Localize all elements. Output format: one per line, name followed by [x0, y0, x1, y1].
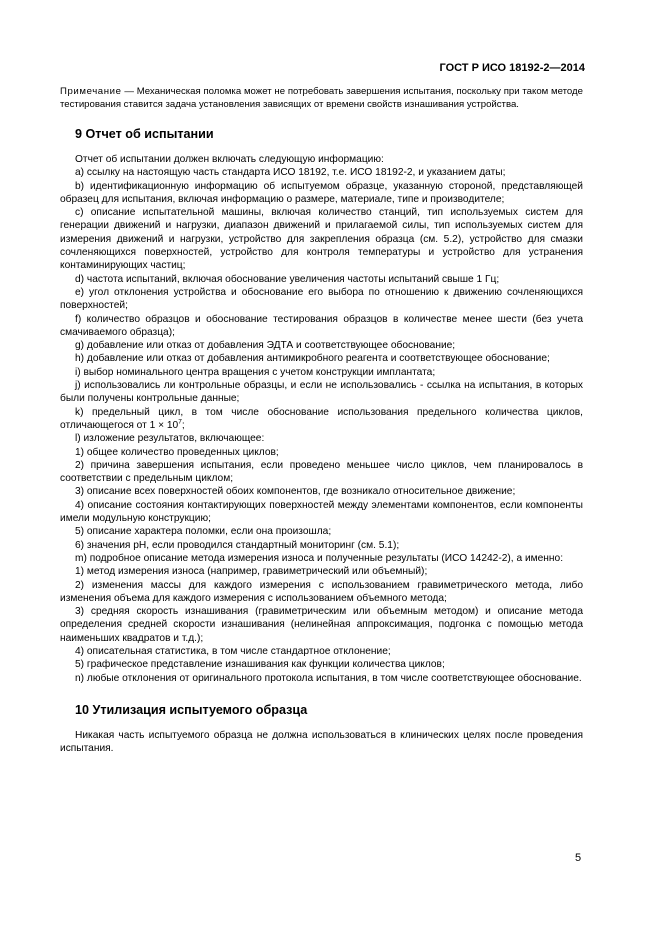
paragraph: 4) описание состояния контактирующих поверхностей между элементами компонентов, если компоненты имели модульную конструкцию; — [60, 499, 583, 525]
page-content — [60, 86, 583, 755]
exponent: 7 — [178, 418, 182, 426]
note-text: — Механическая поломка может не потребовать завершения испытания, поскольку при таком методе тестирования ставится задача установления зависящих от времени свойств изнашивания устройства. — [60, 86, 583, 110]
paragraph: Отчет об испытании должен включать следующую информацию: — [75, 154, 384, 165]
paragraph: Никакая часть испытуемого образца не должна использоваться в клинических целях после проведения испытания. — [60, 729, 583, 755]
paragraph: 3) средняя скорость изнашивания (гравиметрическим или объемным методом) и описание метода определения средней скорости изнашивания (нелинейная аппроксимация, подгонка с помощью метода наименьших квадратов и т.д.); — [60, 606, 583, 644]
paragraph: d) частота испытаний, включая обоснование увеличения частоты испытаний свыше 1 Гц; — [75, 273, 500, 285]
paragraph: 1) метод измерения износа (например, гравиметрический или объемный); — [75, 566, 428, 578]
paragraph: 5) графическое представление изнашивания как функции количества циклов; — [75, 659, 445, 671]
paragraph: 3) описание всех поверхностей обоих компонентов, где возникало относительное движение; — [75, 486, 516, 498]
paragraph-k-text: k) предельный цикл, в том числе обоснование использования предельного количества циклов, отличающегося от 1 × 10 — [60, 406, 583, 431]
paragraph-k — [60, 406, 583, 433]
note — [60, 86, 583, 111]
paragraph: 5) описание характера поломки, если она произошла; — [75, 526, 332, 538]
paragraph: l) изложение результатов, включающее: — [75, 433, 265, 445]
paragraph: g) добавление или отказ от добавления ЭДТА и соответствующее обоснование; — [75, 340, 456, 352]
page-number: 5 — [575, 852, 582, 864]
paragraph-k-tail: ; — [181, 419, 185, 431]
section-10 — [60, 703, 583, 756]
paragraph: 2) изменения массы для каждого измерения с использованием гравиметрического метода, либо изменения объема для каждого измерения с использованием объемного метода; — [60, 579, 583, 604]
paragraph: i) выбор номинального центра вращения с учетом конструкции имплантата; — [75, 366, 436, 378]
paragraph: 2) причина завершения испытания, если проведено меньшее число циклов, чем планировалось в соответствии с предельным циклом; — [60, 459, 583, 485]
section-10-title: 10 Утилизация испытуемого образца — [75, 702, 308, 717]
paragraph: 6) значения pH, если проводился стандартный мониторинг (см. 5.1); — [75, 539, 400, 551]
paragraph: n) любые отклонения от оригинального протокола испытания, в том числе соответствующее обоснование. — [75, 672, 582, 684]
paragraph: e) угол отклонения устройства и обоснование его выбора по отношению к движению сочленяющихся поверхностей; — [60, 286, 583, 312]
paragraph: c) описание испытательной машины, включая количество станций, тип используемых систем для генерации движений и нагрузки, диапазон движений и прилагаемой силы, тип используемых систем для измерения движений и нагрузки, устройство для закрепления образца (см. 5.2), устройство для смазки сочленяющихся поверхностей, устройство для контроля температуры и устройство для устранения контаминирующих частиц; — [60, 207, 583, 272]
paragraph: j) использовались ли контрольные образцы, и если не использовались - ссылка на испытания, в которых были получены контрольные данные; — [60, 380, 583, 405]
section-9-body — [60, 153, 583, 685]
document-header-code: ГОСТ Р ИСО 18192-2—2014 — [439, 62, 585, 74]
paragraph: 1) общее количество проведенных циклов; — [75, 446, 279, 458]
paragraph: b) идентификационную информацию об испытуемом образце, указанную стороной, представляющей образец для испытания, включая информацию о размере, материале, типе и производителе; — [60, 180, 583, 205]
note-label: Примечание — [60, 86, 122, 97]
section-9-title: 9 Отчет об испытании — [75, 127, 214, 141]
paragraph: 4) описательная статистика, в том числе стандартное отклонение; — [75, 645, 391, 657]
paragraph: h) добавление или отказ от добавления антимикробного реагента и соответствующее обоснование; — [75, 353, 550, 365]
paragraph: m) подробное описание метода измерения износа и полученные результаты (ИСО 14242-2), а именно: — [75, 552, 564, 564]
paragraph: f) количество образцов и обоснование тестирования образцов в количестве менее шести (без учета смачиваемого образца); — [60, 313, 583, 338]
paragraph: а) ссылку на настоящую часть стандарта ИСО 18192, т.е. ИСО 18192-2, и указанием даты; — [75, 167, 506, 179]
